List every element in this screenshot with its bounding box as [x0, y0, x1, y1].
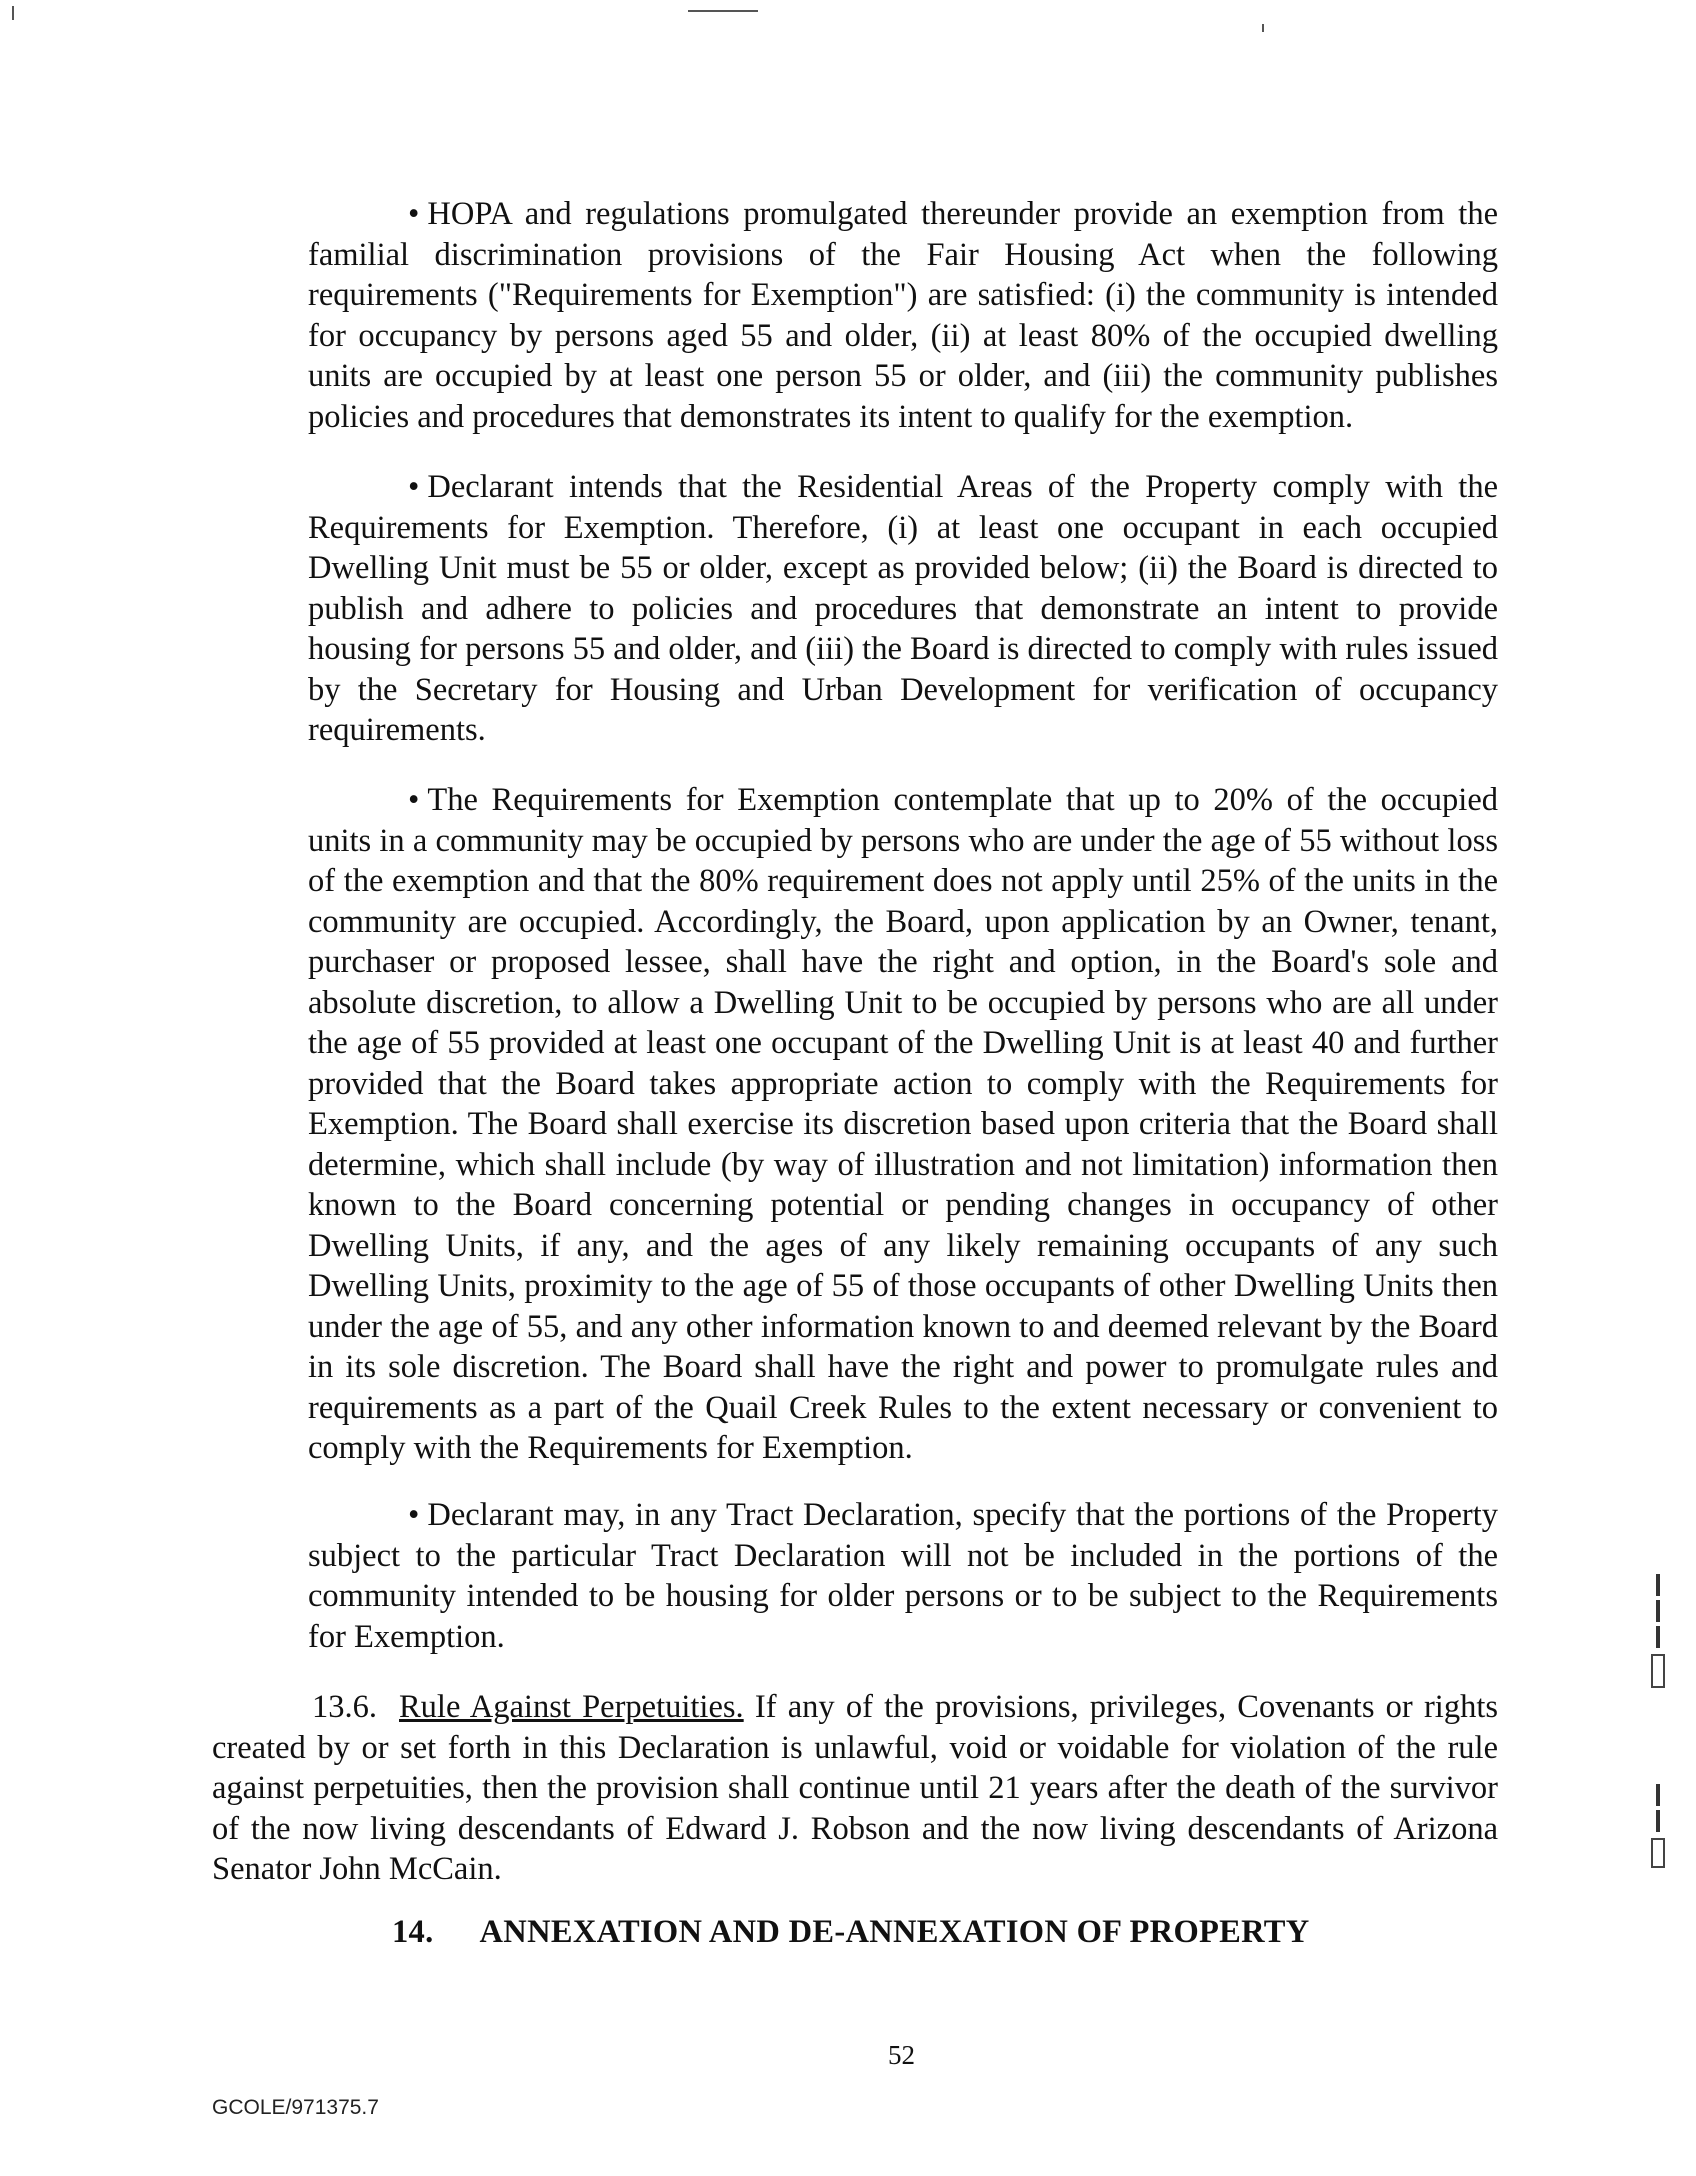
- bullet-icon: •: [408, 469, 420, 505]
- section-number: 13.6.: [312, 1689, 377, 1725]
- paragraph-body: [308, 780, 1498, 1469]
- bullet-icon: •: [408, 782, 420, 818]
- heading-title: ANNEXATION AND DE-ANNEXATION OF PROPERTY: [479, 1914, 1310, 1950]
- page-number: 52: [888, 2040, 915, 2070]
- paragraph-text: Declarant may, in any Tract Declaration, specify that the portions of the Property subject to the particular Tract Declaration will not be included in the portions of the community intended to be housing for older persons or to be subject to the Requirements for Exemption.: [308, 1497, 1498, 1655]
- paragraph-body: [308, 467, 1498, 751]
- bullet-paragraph: [308, 1495, 1498, 1657]
- paragraph-text: Declarant intends that the Residential Areas of the Property comply with the Requirements for Exemption. Therefore, (i) at least one occupant in each occupied Dwelling Unit must be 55 or older, except as provided below; (ii) the Board is directed to publish and adhere to policies and procedures that demonstrate an intent to provide housing for persons 55 and older, and (iii) the Board is directed to comply with rules issued by the Secretary for Housing and Urban Development for verification of occupancy requirements.: [308, 469, 1498, 748]
- section-text: If any of the provisions, privileges, Covenants or rights created by or set forth in this Declaration is unlawful, void or voidable for violation of the rule against perpetuities, then the provision shall continue until 21 years after the death of the survivor of the now living descendants of Edward J. Robson and the now living descendants of Arizona Senator John McCain.: [212, 1689, 1498, 1887]
- scan-artifact: [1262, 24, 1264, 32]
- section-heading: [392, 1914, 1310, 1951]
- scan-artifact: [12, 6, 14, 20]
- bullet-paragraph: [308, 194, 1498, 437]
- bullet-icon: •: [408, 196, 420, 232]
- margin-stamp-mark: [1648, 1780, 1668, 1874]
- margin-stamp-mark: [1648, 1570, 1668, 1694]
- bullet-paragraph: [308, 467, 1498, 751]
- paragraph-body: [308, 194, 1498, 437]
- bullet-icon: •: [408, 1497, 420, 1533]
- scan-artifact: [688, 10, 758, 12]
- section-paragraph: [212, 1687, 1498, 1890]
- section-title: Rule Against Perpetuities.: [399, 1689, 744, 1725]
- paragraph-body: [308, 1495, 1498, 1657]
- document-id: GCOLE/971375.7: [212, 2096, 379, 2119]
- heading-number: 14.: [392, 1914, 434, 1950]
- bullet-paragraph: [308, 780, 1498, 1469]
- paragraph-text: The Requirements for Exemption contemplate that up to 20% of the occupied units in a community may be occupied by persons who are under the age of 55 without loss of the exemption and that the 80% requirement does not apply until 25% of the units in the community are occupied. Accordingly, the Board, upon application by an Owner, tenant, purchaser or proposed lessee, shall have the right and option, in the Board's sole and absolute discretion, to allow a Dwelling Unit to be occupied by persons who are all under the age of 55 provided at least one occupant of the Dwelling Unit is at least 40 and further provided that the Board takes appropriate action to comply with the Requirements for Exemption. The Board shall exercise its discretion based upon criteria that the Board shall determine, which shall include (by way of illustration and not limitation) information then known to the Board concerning potential or pending changes in occupancy of other Dwelling Units, if any, and the ages of any likely remaining occupants of any such Dwelling Units, proximity to the age of 55 of those occupants of other Dwelling Units then under the age of 55, and any other information known to and deemed relevant by the Board in its sole discretion. The Board shall have the right and power to promulgate rules and requirements as a part of the Quail Creek Rules to the extent necessary or convenient to comply with the Requirements for Exemption.: [308, 782, 1498, 1466]
- paragraph-text: HOPA and regulations promulgated thereunder provide an exemption from the familial discrimination provisions of the Fair Housing Act when the following requirements ("Requirements for Exemption") are satisfied: (i) the community is intended for occupancy by persons aged 55 and older, (ii) at least 80% of the occupied dwelling units are occupied by at least one person 55 or older, and (iii) the community publishes policies and procedures that demonstrates its intent to qualify for the exemption.: [308, 196, 1498, 435]
